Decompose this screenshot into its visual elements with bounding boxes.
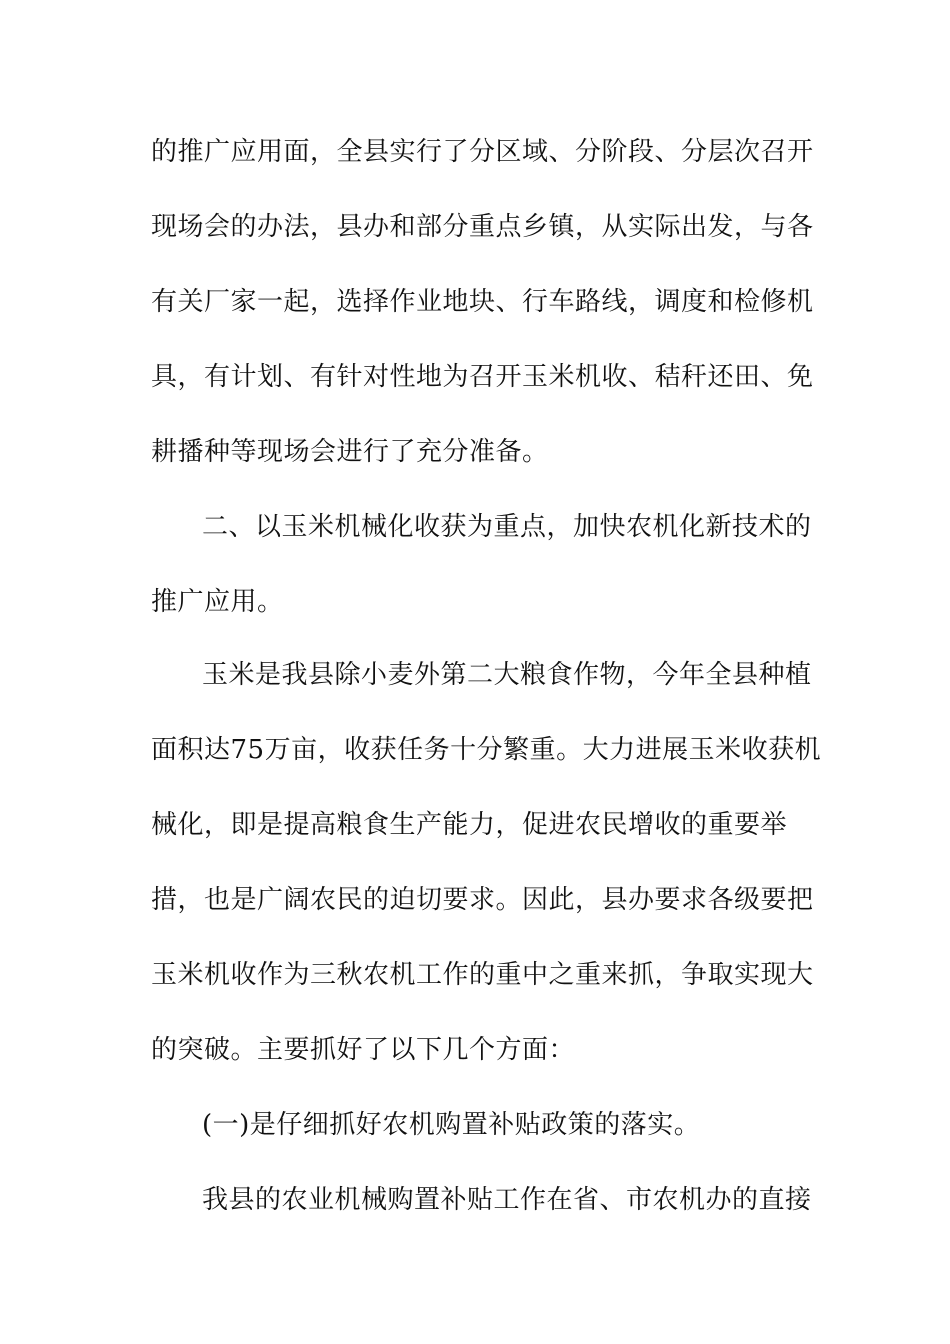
text-line: 的推广应用面，全县实行了分区域、分阶段、分层次召开 — [151, 137, 814, 167]
section-heading: 二、以玉米机械化收获为重点，加快农机化新技术的 — [202, 512, 812, 542]
text-line: 措，也是广阔农民的迫切要求。因此，县办要求各级要把 — [151, 885, 814, 915]
text-line: 械化，即是提高粮食生产能力，促进农民增收的重要举 — [151, 810, 788, 840]
text-line: 推广应用。 — [151, 587, 284, 617]
paragraph-start: 我县的农业机械购置补贴工作在省、市农机办的直接 — [202, 1185, 812, 1215]
text-line: 有关厂家一起，选择作业地块、行车路线，调度和检修机 — [151, 287, 814, 317]
text-line: 玉米机收作为三秋农机工作的重中之重来抓，争取实现大 — [151, 960, 814, 990]
subsection-heading: (一)是仔细抓好农机购置补贴政策的落实。 — [202, 1110, 701, 1140]
text-line: 面积达75万亩，收获任务十分繁重。大力进展玉米收获机 — [151, 735, 822, 765]
text-line: 具，有计划、有针对性地为召开玉米机收、秸秆还田、免 — [151, 362, 814, 392]
paragraph-start: 玉米是我县除小麦外第二大粮食作物，今年全县种植 — [202, 660, 812, 690]
text-line: 的突破。主要抓好了以下几个方面： — [151, 1035, 576, 1065]
text-line: 现场会的办法，县办和部分重点乡镇，从实际出发，与各 — [151, 212, 814, 242]
text-line: 耕播种等现场会进行了充分准备。 — [151, 437, 549, 467]
